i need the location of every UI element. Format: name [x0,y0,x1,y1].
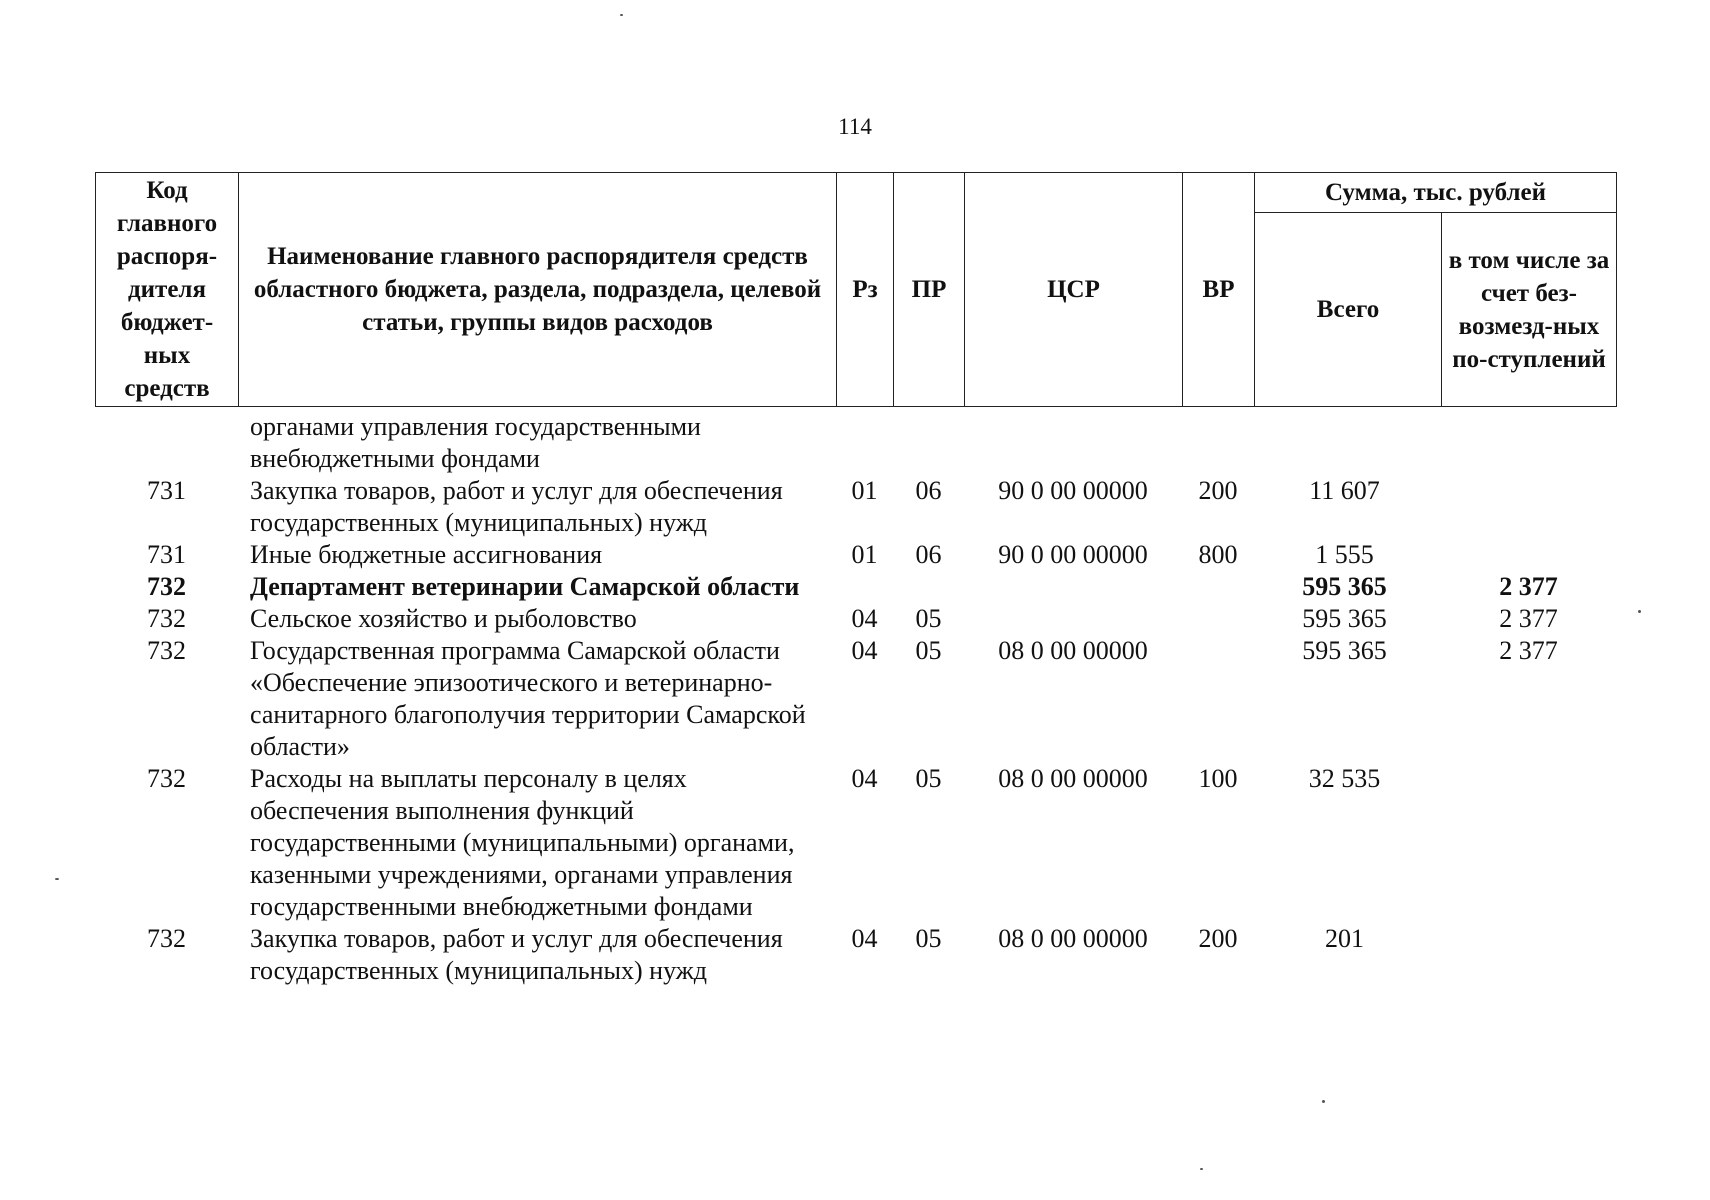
scan-speck [1638,610,1641,613]
row-total: 595 365 [1302,572,1387,601]
row-csr [964,571,1182,603]
row-free: 2 377 [1499,572,1558,601]
row-code: 732 [147,924,186,953]
row-rz: 01 [851,540,878,569]
header-vr: ВР [1183,173,1255,407]
row-pr: 05 [915,924,942,953]
row-pr: 06 [915,476,942,505]
row-total: 201 [1325,924,1364,953]
row-rz: 04 [851,924,878,953]
scan-speck [55,878,59,880]
row-name: Департамент ветеринарии Самарской области [250,572,800,601]
row-rz: 04 [851,636,878,665]
row-free [1441,475,1616,539]
row-total: 32 535 [1308,764,1381,793]
table-row [95,603,1616,635]
row-total: 595 365 [1302,604,1387,633]
row-free [1441,411,1616,475]
row-rz [836,411,893,475]
row-free [1441,539,1616,571]
row-csr: 08 0 00 00000 [998,636,1148,665]
row-free: 2 377 [1499,604,1558,633]
row-pr [893,571,964,603]
scan-speck [1200,1168,1203,1170]
header-pr: ПР [894,173,965,407]
row-name: Закупка товаров, работ и услуг для обеспечения государственных (муниципальных) нужд [250,924,783,985]
row-pr: 06 [915,540,942,569]
row-vr [1182,603,1254,635]
row-csr: 90 0 00 00000 [998,476,1148,505]
row-rz: 01 [851,476,878,505]
row-pr: 05 [915,604,942,633]
row-vr: 100 [1198,764,1238,793]
row-code: 732 [147,604,186,633]
table-row [95,411,1616,475]
row-csr: 90 0 00 00000 [998,540,1148,569]
row-csr [964,411,1182,475]
row-vr [1182,411,1254,475]
row-free: 2 377 [1499,636,1558,665]
header-sum: Сумма, тыс. рублей [1255,173,1617,213]
row-name: Иные бюджетные ассигнования [250,540,603,569]
header-code: Код главного распоря-дителя бюджет-ных средств [96,173,239,407]
table-row [95,539,1616,571]
row-rz: 04 [851,604,878,633]
header-name: Наименование главного распорядителя средств областного бюджета, раздела, подраздела, целевой статьи, группы видов расходов [239,173,837,407]
row-csr: 08 0 00 00000 [998,764,1148,793]
row-csr: 08 0 00 00000 [998,924,1148,953]
budget-table-body [95,411,1616,987]
row-name: Государственная программа Самарской области «Обеспечение эпизоотического и ветеринарно-санитарного благополучия территории Самарской области» [250,636,806,761]
table-row [95,763,1616,923]
row-code: 732 [147,572,186,601]
row-total [1254,411,1441,475]
row-free [1441,763,1616,923]
row-free [1441,923,1616,987]
row-pr: 05 [915,636,942,665]
page-number: 114 [838,114,872,139]
row-vr [1182,635,1254,763]
table-header [95,172,1617,407]
table-row [95,475,1616,539]
row-vr: 200 [1198,476,1238,505]
row-vr: 800 [1198,540,1238,569]
row-rz: 04 [851,764,878,793]
row-pr: 05 [915,764,942,793]
row-total: 1 555 [1315,540,1374,569]
row-code: 731 [147,540,186,569]
row-name: Сельское хозяйство и рыболовство [250,604,637,633]
row-pr [893,411,964,475]
row-rz [836,571,893,603]
row-code: 731 [147,476,186,505]
header-rz: Рз [837,173,894,407]
row-vr: 200 [1198,924,1238,953]
row-code [95,411,238,475]
row-csr [964,603,1182,635]
scan-speck [1322,1100,1325,1103]
row-name: Расходы на выплаты персоналу в целях обеспечения выполнения функций государственными (муниципальными) органами, казенными учреждениями, органами управления государственными внебюджетными фондами [250,764,795,921]
table-row [95,571,1616,603]
row-total: 11 607 [1309,476,1380,505]
row-name: Закупка товаров, работ и услуг для обеспечения государственных (муниципальных) нужд [250,476,783,537]
row-code: 732 [147,764,186,793]
scan-speck [620,14,623,16]
header-csr: ЦСР [965,173,1183,407]
header-free: в том числе за счет без-возмезд-ных по-ступлений [1442,213,1617,407]
row-name: органами управления государственными внебюджетными фондами [250,412,701,473]
row-code: 732 [147,636,186,665]
table-row [95,635,1616,763]
row-vr [1182,571,1254,603]
row-total: 595 365 [1302,636,1387,665]
header-total: Всего [1255,213,1442,407]
table-row [95,923,1616,987]
